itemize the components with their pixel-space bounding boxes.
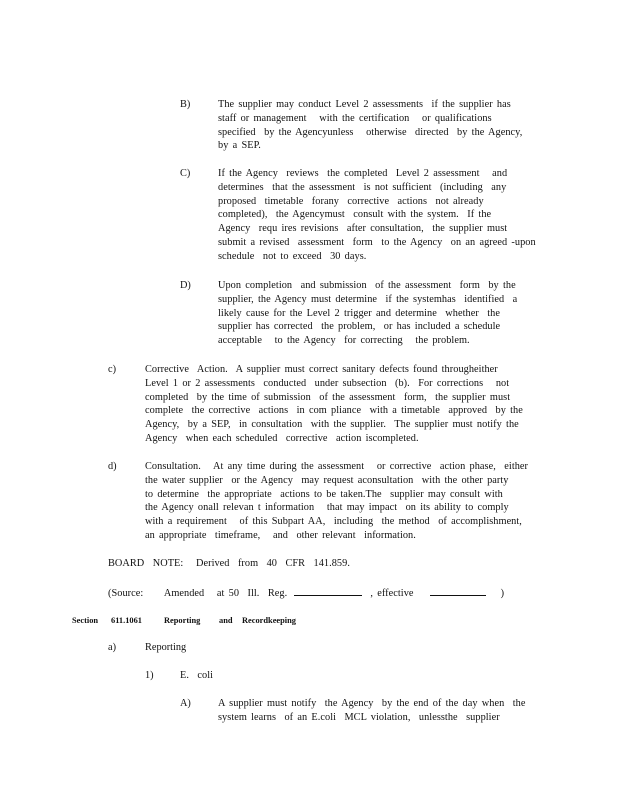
text-line: the Agency onall relevan t information that may impact on its ability to comply <box>145 502 509 514</box>
text-line: staff or management with the certification or qualifications <box>218 112 492 124</box>
reporting-label: a) <box>108 642 116 653</box>
ecoli-title: E. coli <box>180 670 214 681</box>
source-line <box>108 585 504 601</box>
text-line: completed by the time of submission of the assessment form, the supplier must <box>145 391 511 403</box>
item-label-c: c) <box>108 364 116 375</box>
ecoli-label: 1) <box>145 670 154 681</box>
text-line: to determine the appropriate actions to be taken.The supplier may consult with <box>145 488 503 500</box>
text-line: schedule not to exceed 30 days. <box>218 250 367 262</box>
text-line: complete the corrective actions in com pliance with a timetable approved by the <box>145 405 523 417</box>
text-line: with a requirement of this Subpart AA, including the method of accomplishment, <box>145 516 522 528</box>
section-label: Section <box>72 616 99 625</box>
section-number: 611.1061 <box>111 616 142 625</box>
text-line: supplier has corrected the problem, or has included a schedule <box>218 321 501 333</box>
text-line: completed), the Agencymust consult with the system. If the <box>218 209 492 221</box>
section-title-word-1: Reporting <box>164 616 201 625</box>
text-line: determines that the assessment is not sufficient (including any <box>218 181 507 193</box>
text-line: Level 1 or 2 assessments conducted under subsection (b). For corrections not <box>145 377 510 389</box>
text-line: likely cause for the Level 2 trigger and determine whether the <box>218 307 501 319</box>
item-label-D: D) <box>180 280 191 291</box>
text-line: Agency when each scheduled corrective action iscompleted. <box>145 432 419 444</box>
item-text-A <box>218 697 525 725</box>
text-line: The supplier may conduct Level 2 assessments if the supplier has <box>218 99 511 110</box>
text-line: If the Agency reviews the completed Level 2 assessment and <box>218 168 508 179</box>
item-text-D <box>218 279 517 348</box>
item-text-B <box>218 98 522 153</box>
text-line: Consultation. At any time during the assessment or corrective action phase, either <box>145 461 529 472</box>
item-label-A: A) <box>180 698 191 709</box>
text-line: by a SEP. <box>218 140 261 152</box>
source-effective: , effective <box>370 588 414 599</box>
item-text-c <box>145 363 523 446</box>
item-text-C <box>218 167 536 264</box>
reporting-title: Reporting <box>145 642 187 653</box>
item-label-C: C) <box>180 168 191 179</box>
text-line: system learns of an E.coli MCL violation, unlessthe supplier <box>218 711 500 723</box>
text-line: acceptable to the Agency for correcting the problem. <box>218 335 470 347</box>
text-line: specified by the Agencyunless otherwise directed by the Agency, <box>218 126 523 138</box>
source-blank-1 <box>294 585 362 596</box>
text-line: supplier, the Agency must determine if the systemhas identified a <box>218 293 518 305</box>
item-label-d: d) <box>108 461 117 472</box>
source-prefix: (Source: Amended at 50 Ill. Reg. <box>108 588 288 599</box>
source-suffix: ) <box>500 588 505 599</box>
text-line: the water supplier or the Agency may request aconsultation with the other party <box>145 474 509 486</box>
text-line: proposed timetable forany corrective actions not already <box>218 195 484 207</box>
section-title-word-2: and <box>219 616 233 625</box>
text-line: Agency, by a SEP, in consultation with the supplier. The supplier must notify the <box>145 419 519 431</box>
item-label-B: B) <box>180 99 191 110</box>
text-line: Upon completion and submission of the assessment form by the <box>218 280 516 291</box>
text-line: Agency requ ires revisions after consultation, the supplier must <box>218 223 508 235</box>
text-line: A supplier must notify the Agency by the end of the day when the <box>218 698 526 709</box>
text-line: submit a revised assessment form to the Agency on an agreed -upon <box>218 236 536 248</box>
item-text-d <box>145 460 528 543</box>
text-line: Corrective Action. A supplier must correct sanitary defects found througheither <box>145 364 498 375</box>
source-blank-2 <box>430 585 486 596</box>
board-note: BOARD NOTE: Derived from 40 CFR 141.859. <box>108 558 350 569</box>
section-title-word-3: Recordkeeping <box>242 616 296 625</box>
text-line: an appropriate timeframe, and other relevant information. <box>145 529 416 541</box>
